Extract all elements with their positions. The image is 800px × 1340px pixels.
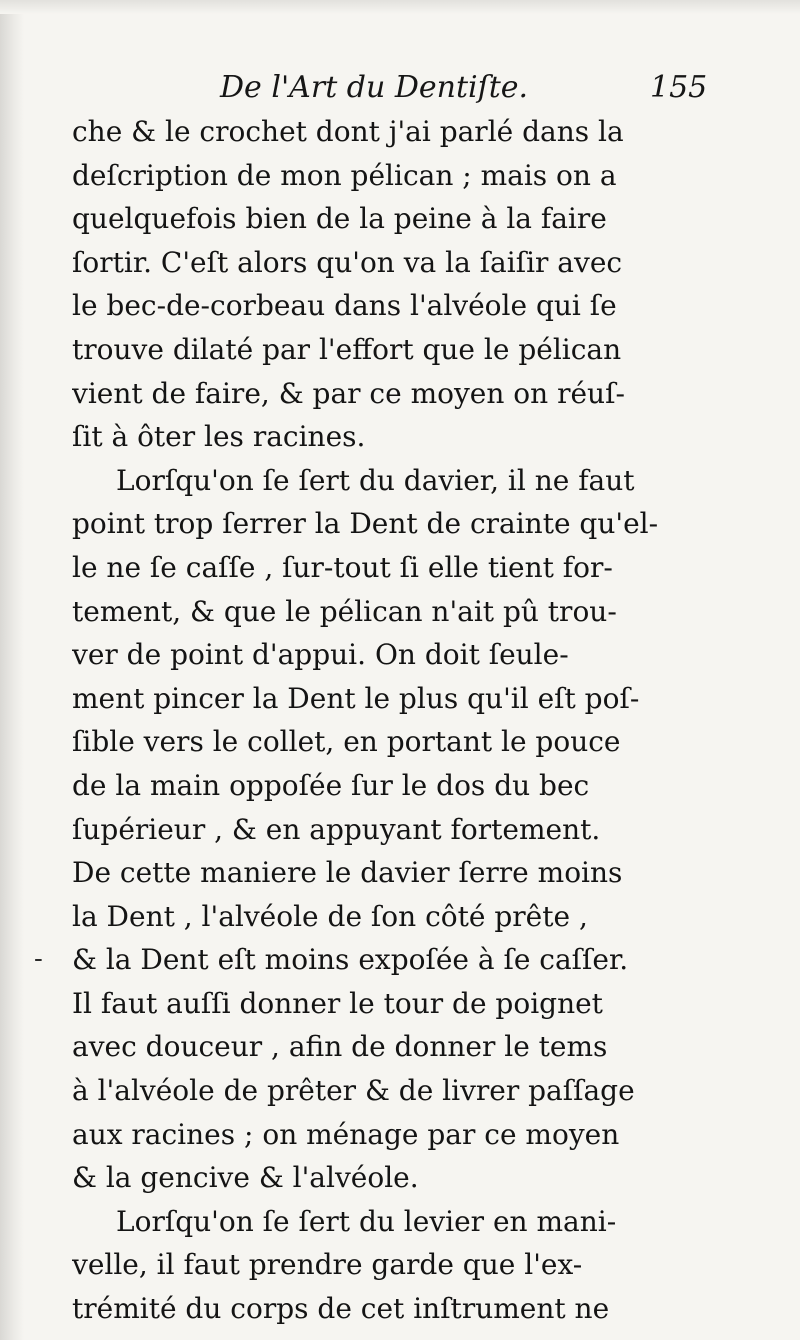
text-line: quelquefois bien de la peine à la faire [72,202,607,236]
text-line: tement, & que le pélican n'ait pû trou- [72,594,617,628]
running-head [220,70,740,114]
body-text [72,110,732,1331]
paragraph-start-line: Lorſqu'on ſe ſert du levier en mani- [116,1204,617,1238]
text-line: & la gencive & l'alvéole. [72,1161,419,1195]
text-line: la Dent , l'alvéole de ſon côté prête , [72,899,588,933]
margin-mark: - [34,944,43,974]
text-line: ver de point d'appui. On doit ſeule- [72,638,569,672]
text-line: à l'alvéole de prêter & de livrer paſſage [72,1074,635,1108]
text-line: velle, il faut prendre garde que l'ex- [72,1248,583,1282]
text-line: le ne ſe caſſe , ſur-tout ſi elle tient for- [72,550,613,584]
text-line: le bec-de-corbeau dans l'alvéole qui ſe [72,289,617,323]
text-line: ſupérieur , & en appuyant fortement. [72,812,601,846]
page-top-shadow [0,0,800,14]
text-line: aux racines ; on ménage par ce moyen [72,1117,620,1151]
text-line: avec douceur , afin de donner le tems [72,1030,608,1064]
text-line: ſortir. C'eſt alors qu'on va la ſaiſir avec [72,245,623,279]
text-line: Il faut auſſi donner le tour de poignet [72,986,603,1020]
text-line: vient de faire, & par ce moyen on réuſ- [72,376,625,410]
page-binding-shadow [0,0,24,1340]
text-line: point trop ſerrer la Dent de crainte qu'el- [72,507,659,541]
text-line: deſcription de mon pélican ; mais on a [72,158,617,192]
text-line: de la main oppoſée ſur le dos du bec [72,768,590,802]
text-line: ſit à ôter les racines. [72,420,366,454]
paragraph-start-line: Lorſqu'on ſe ſert du davier, il ne faut [116,463,635,497]
text-line: ment pincer la Dent le plus qu'il eſt poſ- [72,681,640,715]
text-line: trouve dilaté par l'effort que le pélican [72,332,622,366]
text-line: & la Dent eſt moins expoſée à ſe caſſer. [72,943,629,977]
text-line: ſible vers le collet, en portant le pouce [72,725,621,759]
page-number: 155 [650,70,708,105]
text-line: De cette maniere le davier ſerre moins [72,856,623,890]
text-line: trémité du corps de cet inſtrument ne [72,1292,610,1326]
running-title: De l'Art du Dentiſte. [220,70,529,105]
text-line: che & le crochet dont j'ai parlé dans la [72,115,624,148]
